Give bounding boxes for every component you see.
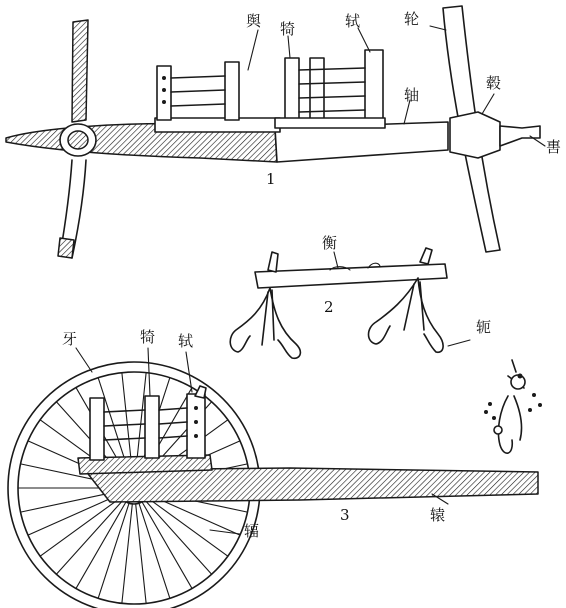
fig3-shaft bbox=[85, 468, 538, 502]
fig1-seat-rails bbox=[275, 50, 385, 128]
fig2-yoke-saddle-right bbox=[369, 278, 444, 352]
label-lun: 轮 bbox=[404, 10, 420, 28]
figure-2-yoke bbox=[230, 248, 470, 358]
spoke bbox=[76, 502, 126, 589]
label-yi-top: 犄 bbox=[280, 20, 296, 38]
fig1-left-wheel-tip bbox=[58, 238, 74, 258]
fig1-left-wheel-upper bbox=[72, 20, 88, 122]
label-yi-bottom: 犄 bbox=[140, 328, 156, 346]
fig1-rail-front bbox=[157, 62, 239, 120]
fig3-body-frame bbox=[90, 386, 206, 460]
figure-3-perspective bbox=[8, 348, 538, 608]
label-ya: 牙 bbox=[62, 330, 78, 348]
figure-1-side-view bbox=[6, 6, 545, 258]
label-heng: 衡 bbox=[322, 234, 338, 252]
label-yuan: 辕 bbox=[430, 506, 446, 524]
label-yu: 舆 bbox=[246, 12, 262, 30]
fig1-hub bbox=[450, 112, 500, 158]
figure-2-detail bbox=[484, 360, 542, 453]
label-e: 轭 bbox=[476, 318, 492, 336]
fig1-axle-cap bbox=[500, 126, 540, 146]
spoke bbox=[142, 502, 192, 589]
label-shi-bottom: 轼 bbox=[178, 332, 194, 350]
fig2-yoke-saddle-left bbox=[230, 288, 300, 358]
figure-number-2: 2 bbox=[324, 298, 334, 316]
fig1-carriage-box bbox=[155, 118, 280, 132]
label-wei: 軎 bbox=[546, 138, 562, 156]
label-fu: 辐 bbox=[244, 522, 260, 540]
figure-number-1: 1 bbox=[266, 170, 276, 188]
label-shi-top: 轼 bbox=[345, 12, 361, 30]
label-zhou: 轴 bbox=[404, 86, 420, 104]
figure-number-3: 3 bbox=[340, 506, 350, 524]
label-gu: 毂 bbox=[486, 74, 502, 92]
